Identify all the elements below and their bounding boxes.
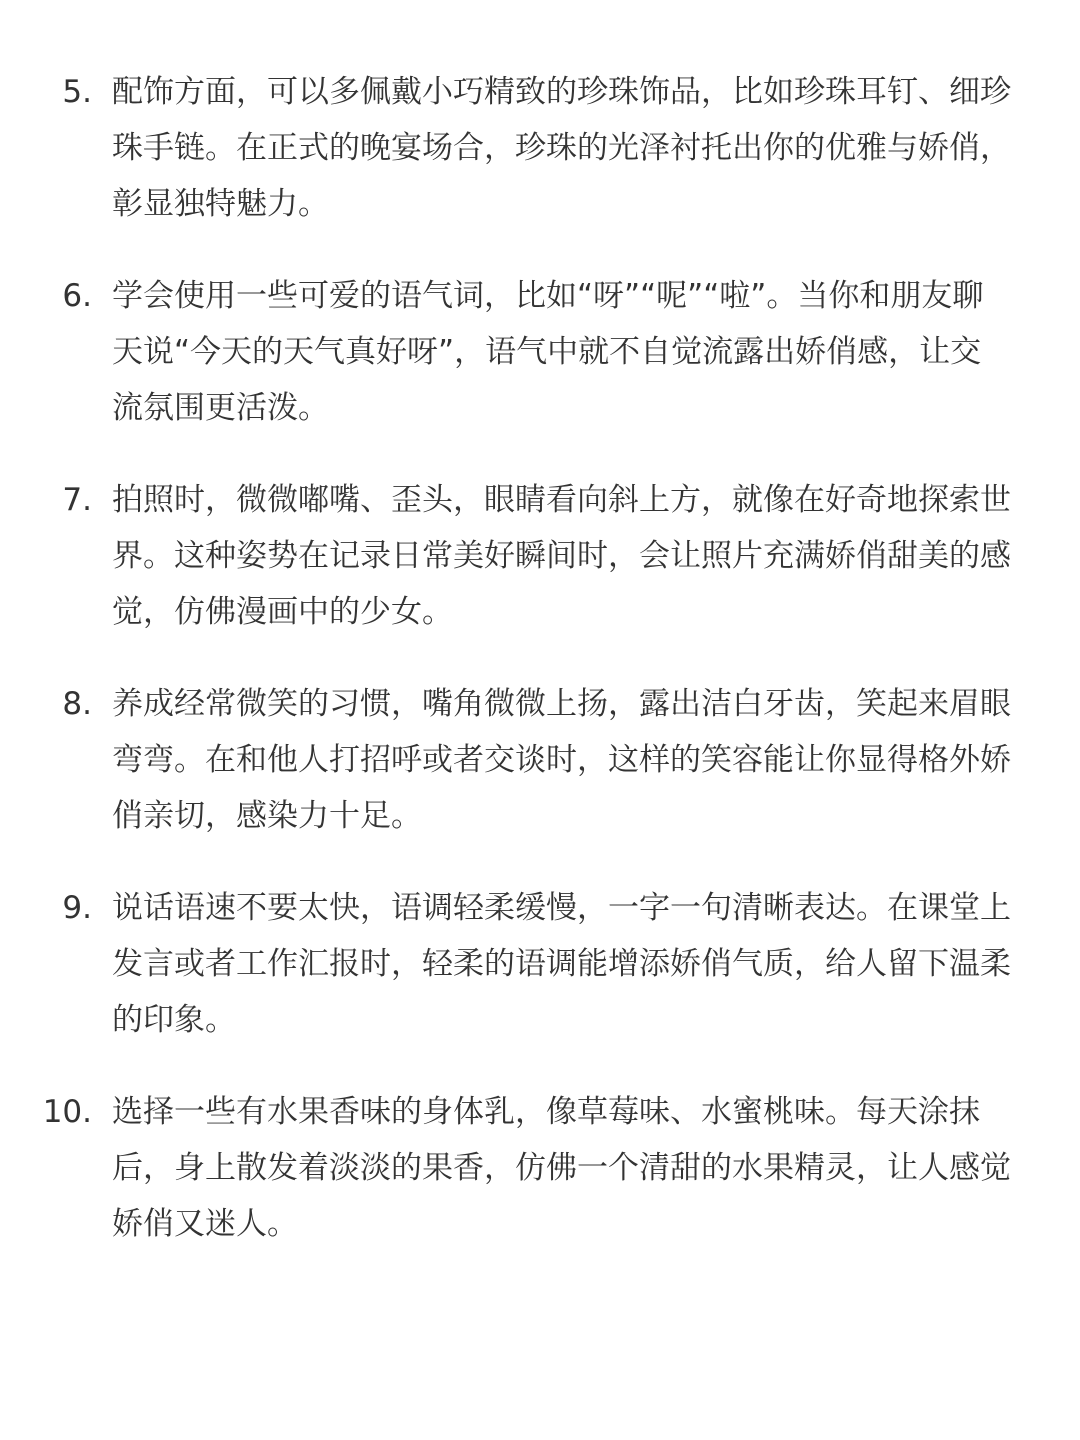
item-number: 5. — [62, 74, 92, 110]
item-text: 拍照时，微微嘟嘴、歪头，眼睛看向斜上方，就像在好奇地探索世界。这种姿势在记录日常美好瞬间时，会让照片充满娇俏甜美的感觉，仿佛漫画中的少女。 — [112, 482, 1011, 630]
list-item — [0, 676, 1080, 844]
item-number: 9. — [62, 890, 92, 926]
item-text: 养成经常微笑的习惯，嘴角微微上扬，露出洁白牙齿，笑起来眉眼弯弯。在和他人打招呼或者交谈时，这样的笑容能让你显得格外娇俏亲切，感染力十足。 — [112, 686, 1011, 834]
item-text: 选择一些有水果香味的身体乳，像草莓味、水蜜桃味。每天涂抹后，身上散发着淡淡的果香，仿佛一个清甜的水果精灵，让人感觉娇俏又迷人。 — [112, 1094, 1011, 1242]
item-number: 10. — [42, 1094, 92, 1130]
item-number: 8. — [62, 686, 92, 722]
tips-list — [0, 64, 1080, 1288]
item-number: 7. — [62, 482, 92, 518]
item-text: 学会使用一些可爱的语气词，比如“呀”“呢”“啦”。当你和朋友聊天说“今天的天气真好呀”，语气中就不自觉流露出娇俏感，让交流氛围更活泼。 — [112, 278, 984, 426]
list-item — [0, 1084, 1080, 1252]
list-item — [0, 880, 1080, 1048]
item-text: 说话语速不要太快，语调轻柔缓慢，一字一句清晰表达。在课堂上发言或者工作汇报时，轻柔的语调能增添娇俏气质，给人留下温柔的印象。 — [112, 890, 1011, 1038]
item-number: 6. — [62, 278, 92, 314]
item-text: 配饰方面，可以多佩戴小巧精致的珍珠饰品，比如珍珠耳钉、细珍珠手链。在正式的晚宴场合，珍珠的光泽衬托出你的优雅与娇俏，彰显独特魅力。 — [112, 74, 1011, 222]
list-item — [0, 64, 1080, 232]
list-item — [0, 472, 1080, 640]
list-item — [0, 268, 1080, 436]
